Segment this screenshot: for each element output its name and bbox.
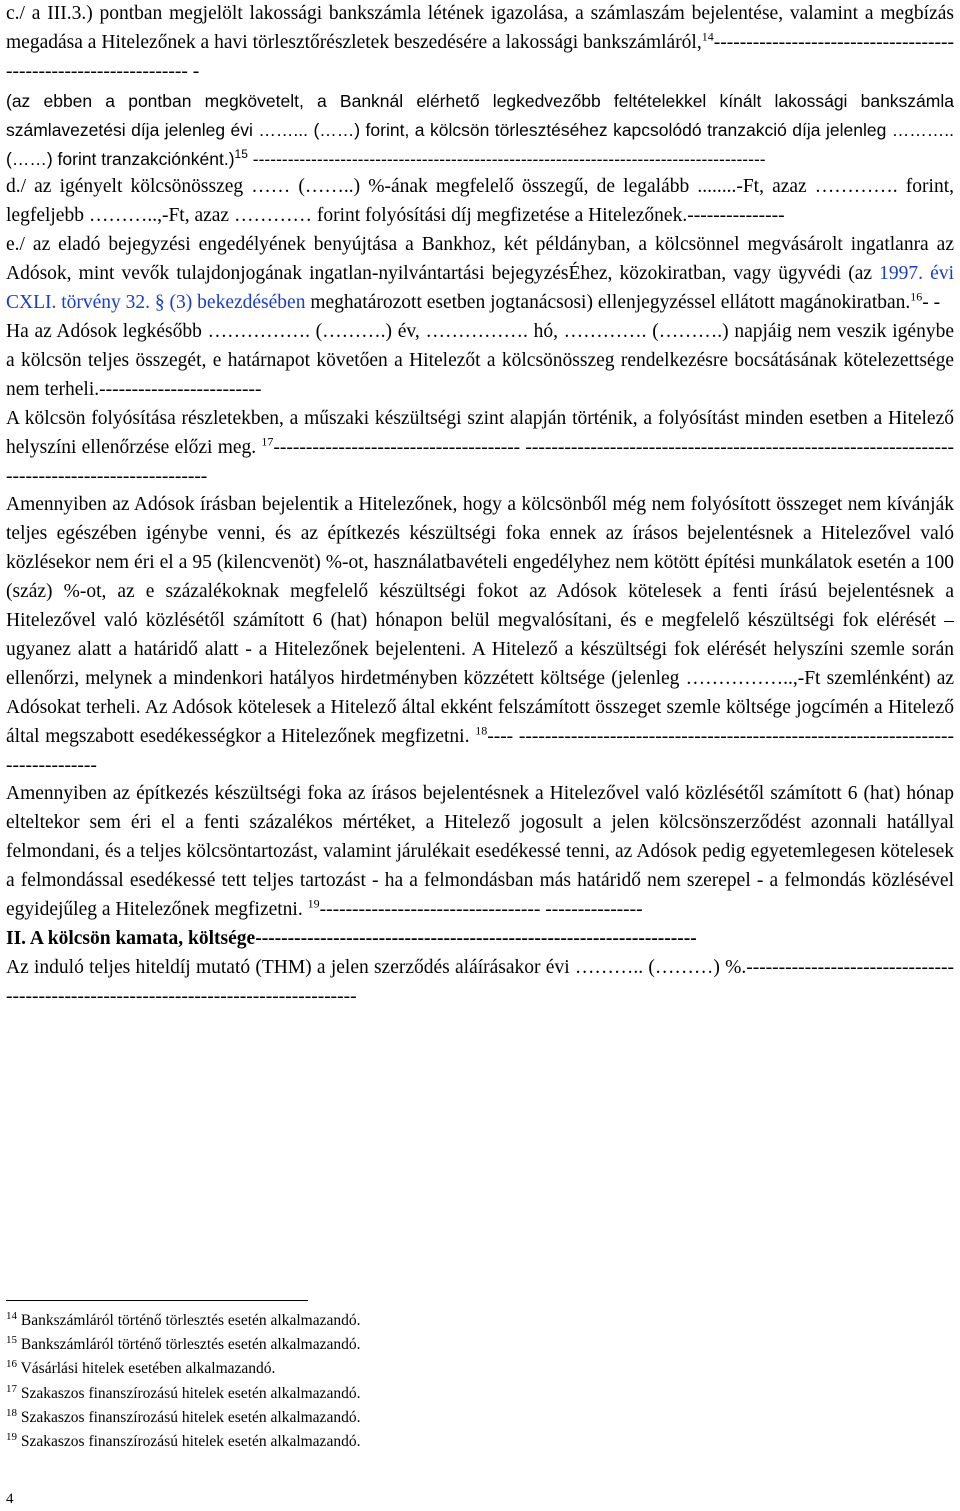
dash-filler: ---- --------------------------------------------------------------------------------- [6,725,954,776]
footnote-18 [6,1406,954,1430]
footnote-14 [6,1309,954,1333]
footnote-17 [6,1382,954,1406]
footnote-number: 19 [6,1430,17,1443]
footnote-15 [6,1333,954,1357]
footnote-separator [6,1300,308,1301]
document-body [6,0,954,1012]
footnote-ref-18[interactable]: 18 [475,723,488,738]
paragraph-deadline [6,318,954,405]
footnote-number: 16 [6,1358,17,1371]
dash-filler: ---------------------------------------------------------------------------------------- [252,148,766,169]
section-heading-text: II. A kölcsön kamata, költsége-------------------------------------------------------------------- [6,928,697,949]
dash-filler: - - [922,292,941,314]
footnote-ref-15[interactable]: 15 [234,146,248,161]
footnote-19 [6,1430,954,1454]
footnote-text: Szakaszos finanszírozású hitelek esetén alkalmazandó. [20,1408,361,1426]
paragraph-notification-text: Amennyiben az Adósok írásban bejelentik a Hitelezőnek, hogy a kölcsönből még nem folyósított összeget nem kívánják teljes egészében igénybe venni, és az építkezés készültségi foka ennek az írásos bejelentésnek a Hitelezővel való közlésekor nem éri el a 95 (kilencvenöt) %-ot, használatbavételi engedélyhez nem kötött építési munkálatok esetén a 100 (száz) %-ot, az e százalékoknak megfelelő készültségi fokot az Adósok kötelesek a fenti írású bejelentésnek a Hitelezővel való közlésétől számított 6 (hat) hónapon belül megvalósítani, és e megfelelő készültségi fok elérését – ugyanez alatt a határidő alatt - a Hitelezőnek bejelenteni. A Hitelező a készültségi fok elérését helyszíni szemle során ellenőrzi, melynek a mindenkori hatályos hirdetményben közzétett költsége (jelenleg ……………..,-Ft szemlénként) az Adósokat terheli. Az Adósok kötelesek a Hitelező által ekként felszámított összeget szemle költsége jogcímén a Hitelező által megszabott esedékességkor a Hitelezőnek megfizetni. [6,494,954,747]
footnote-ref-17[interactable]: 17 [261,434,274,449]
footnote-text: Szakaszos finanszírozású hitelek esetén alkalmazandó. [20,1384,361,1402]
paragraph-disbursement [6,405,954,492]
paragraph-e [6,231,954,318]
paragraph-deadline-text: Ha az Adósok legkésőbb ……………. (……….) év, ……………. hó, …………. (……….) napjáig nem veszik igénybe a kölcsön teljes összegét, e határnapot követően a Hitelezőt a kölcsönösszeg rendelkezésre bocsátásának kötelezettsége nem terheli.------------------------- [6,320,954,400]
footnote-16 [6,1357,954,1381]
paragraph-termination-text: Amennyiben az építkezés készültségi foka az írásos bejelentésnek a Hitelezővel való közlésétől számított 6 (hat) hónap elteltekor sem éri el a fenti százalékos mértéket, a Hitelező jogosult a jelen kölcsönszerződést azonnali hatállyal felmondani, és a teljes kölcsöntartozást, valamint járulékait esedékessé tenni, az Adósok pedig egyetemlegesen kötelesek a felmondással esedékessé tett teljes tartozást - ha a felmondásban más határidő nem szerepel - a felmondás közlésével egyidejűleg a Hitelezőnek megfizetni. [6,783,954,921]
paragraph-thm [6,954,954,1012]
footnote-text: Vásárlási hitelek esetében alkalmazandó. [20,1360,276,1378]
footnote-text: Szakaszos finanszírozású hitelek esetén alkalmazandó. [20,1433,361,1451]
footnotes [6,1300,954,1454]
section-heading [6,925,954,954]
page-number: 4 [6,1491,14,1507]
footnote-ref-16[interactable]: 16 [910,289,923,304]
paragraph-bank-fee [6,87,954,174]
paragraph-bank-fee-text: (az ebben a pontban megkövetelt, a Banknál elérhető legkedvezőbb feltételekkel kínált lakossági bankszámla számlavezetési díja jelenleg évi ……... (……) forint, a kölcsön törlesztéséhez kapcsolódó tranzakció díja jelenleg ……….. (……) forint tranzakciónként.) [6,90,954,169]
dash-filler: -------------------------------------- ------------------------------------------------------------------------------------------------- [6,436,955,487]
footnote-ref-19[interactable]: 19 [307,896,320,911]
footnote-text: Bankszámláról történő törlesztés esetén alkalmazandó. [20,1336,361,1354]
dash-filler: ---------------------------------- --------------- [319,899,643,921]
paragraph-thm-text: Az induló teljes hiteldíj mutató (THM) a jelen szerződés aláírásakor évi ……….. (………) %.-------------------------------------------------------------------------------------- [6,956,954,1007]
footnote-text: Bankszámláról történő törlesztés esetén alkalmazandó. [20,1312,361,1329]
paragraph-d-text: d./ az igényelt kölcsönösszeg …… (……..) %-ának megfelelő összegű, de legalább ........-Ft, azaz …………. forint, legfeljebb ………..,-Ft, azaz ………… forint folyósítási díj megfizetése a Hitelezőnek.--------------- [6,176,954,227]
footnote-number: 14 [6,1309,17,1322]
paragraph-c-text: c./ a III.3.) pontban megjelölt lakossági bankszámla létének igazolása, a számlaszám bejelentése, valamint a megbízás megadása a Hitelezőnek a havi törlesztőrészletek beszedésére a lakossági bankszámláról, [6,3,954,53]
law-reference-link[interactable]: 1997. évi CXLI. törvény 32. § (3) bekezdésében [6,263,954,314]
paragraph-disbursement-text: A kölcsön folyósítása részletekben, a műszaki készültségi szint alapján történik, a folyósítást minden esetben a Hitelező helyszíni ellenőrzése előzi meg. [6,407,954,458]
paragraph-termination [6,780,954,925]
paragraph-d [6,173,954,231]
footnote-number: 15 [6,1334,17,1347]
paragraph-c [6,0,954,87]
paragraph-e-text-cont: meghatározott esetben jogtanácsosi) ellenjegyzéssel ellátott magánokiratban. [310,292,911,314]
paragraph-notification [6,491,954,780]
footnote-ref-14[interactable]: 14 [701,29,714,44]
footnote-number: 18 [6,1406,17,1419]
footnote-number: 17 [6,1382,17,1395]
dash-filler: ----------------------------------------------------------------- - [6,31,954,82]
paragraph-e-text: e./ az eladó bejegyzési engedélyének benyújtása a Bankhoz, két példányban, a kölcsönnel megvásárolt ingatlanra az Adósok, mint vevők tulajdonjogának ingatlan-nyilvántartási bejegyzésÉhez, közokiratban, vagy ügyvédi (az [6,234,954,285]
